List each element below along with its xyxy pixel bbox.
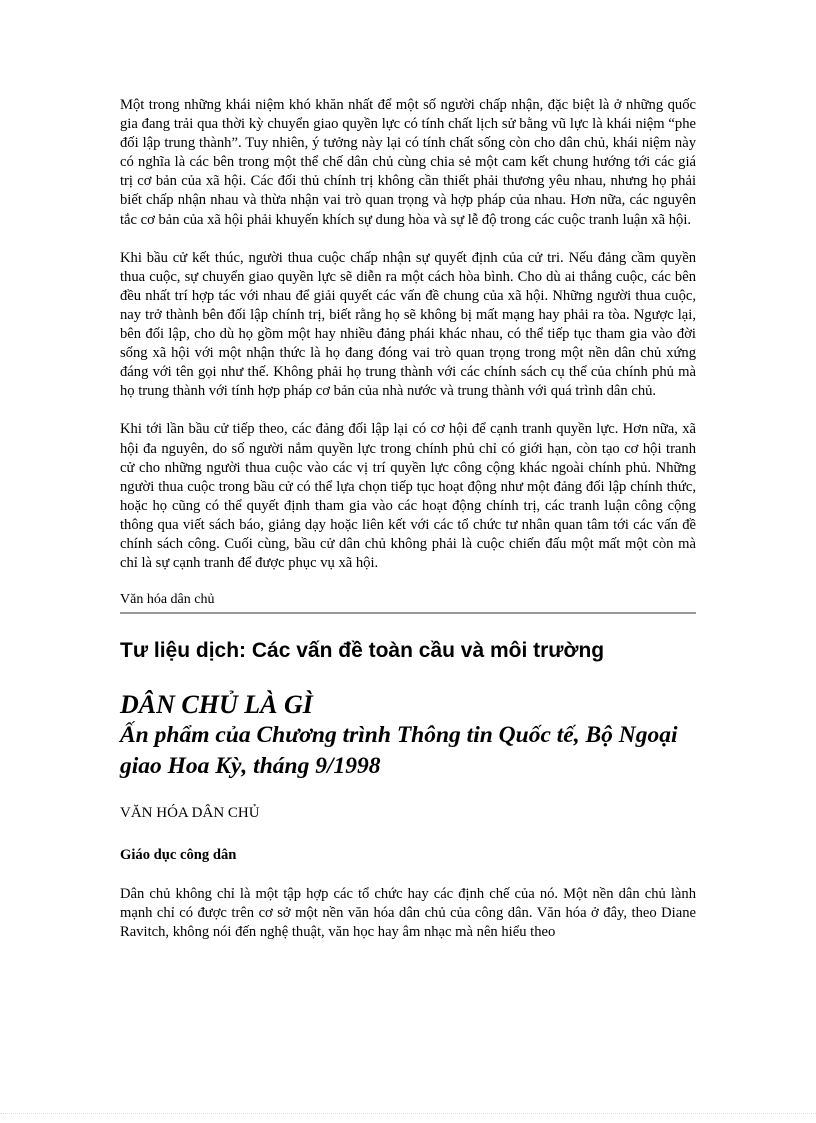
document-heading: Tư liệu dịch: Các vấn đề toàn cầu và môi trường bbox=[120, 639, 605, 663]
paragraph-civic-education: Dân chủ không chỉ là một tập hợp các tổ chức hay các định chế của nó. Một nền dân chủ lành mạnh chỉ có được trên cơ sở một nền văn hóa dân chủ của công dân. Văn hóa ở đây, theo Diane Ravitch, không nói đến nghệ thuật, văn học hay âm nhạc mà nên hiểu theo bbox=[120, 886, 696, 941]
divider-rule bbox=[120, 612, 696, 614]
page-subtitle: Ấn phẩm của Chương trình Thông tin Quốc tế, Bộ Ngoại giao Hoa Kỳ, tháng 9/1998 bbox=[120, 722, 678, 780]
document-page bbox=[120, 96, 696, 961]
section-label: Văn hóa dân chủ bbox=[120, 592, 215, 608]
paragraph-loyal-opposition: Một trong những khái niệm khó khăn nhất để một số người chấp nhận, đặc biệt là ở những quốc gia đang trải qua thời kỳ chuyển giao quyền lực có tính chất lịch sử bằng vũ lực là khái niệm “phe đối lập trung thành”. Tuy nhiên, ý tưởng này lại có tính chất sống còn cho dân chủ, khái niệm này có nghĩa là các bên trong một thể chế dân chủ cùng chia sẻ một cam kết chung hướng tới các giá trị cơ bản của xã hội. Các đối thủ chính trị không cần thiết phải thương yêu nhau, nhưng họ phải biết chấp nhận nhau và thừa nhận vai trò quan trọng và hợp pháp của nhau. Hơn nữa, các nguyên tắc cơ bản của xã hội phải khuyến khích sự dung hòa và sự lễ độ trong các cuộc tranh luận xã hội. bbox=[120, 97, 696, 228]
paragraph-election-end: Khi bầu cử kết thúc, người thua cuộc chấp nhận sự quyết định của cử tri. Nếu đảng cầm quyền thua cuộc, sự chuyển giao quyền lực sẽ diễn ra một cách hòa bình. Cho dù ai thắng cuộc, các bên đều nhất trí hợp tác với nhau để giải quyết các vấn đề chung của xã hội. Những người thua cuộc, nay trở thành bên đối lập chính trị, biết rằng họ sẽ không bị mất mạng hay phải ra tòa. Ngược lại, bên đối lập, cho dù họ gồm một hay nhiều đảng phái khác nhau, có thể tiếp tục tham gia vào đời sống xã hội với một nhận thức là họ đang đóng vai trò quan trọng trong một nền dân chủ xứng đáng với tên gọi như thế. Không phải họ trung thành với các chính sách cụ thể của chính phủ mà họ trung thành với tính hợp pháp cơ bản của nhà nước và trung thành với quá trình dân chủ. bbox=[120, 249, 696, 400]
page-title: DÂN CHỦ LÀ GÌ bbox=[120, 690, 313, 720]
sub-heading: Giáo dục công dân bbox=[120, 847, 237, 864]
section-title: VĂN HÓA DÂN CHỦ bbox=[120, 805, 260, 822]
page-bottom-border bbox=[0, 1113, 816, 1114]
paragraph-next-election: Khi tới lần bầu cử tiếp theo, các đảng đối lập lại có cơ hội để cạnh tranh quyền lực. Hơn nữa, xã hội đa nguyên, do số người nắm quyền lực trong chính phủ chỉ có giới hạn, còn tạo cơ hội tranh cử cho những người thua cuộc vào các vị trí quyền lực công cộng khác ngoài chính phủ. Những người thua cuộc trong bầu cử có thể lựa chọn tiếp tục hoạt động như một đảng đối lập chính thức, hoặc họ cũng có thể quyết định tham gia vào các hoạt động chính trị, các tranh luận công cộng thông qua viết sách báo, giảng dạy hoặc liên kết với các tổ chức tư nhân quan tâm tới các vấn đề chính sách công. Cuối cùng, bầu cử dân chủ không phải là cuộc chiến đấu một mất một còn mà chỉ là sự cạnh tranh để được phục vụ xã hội. bbox=[120, 421, 696, 572]
